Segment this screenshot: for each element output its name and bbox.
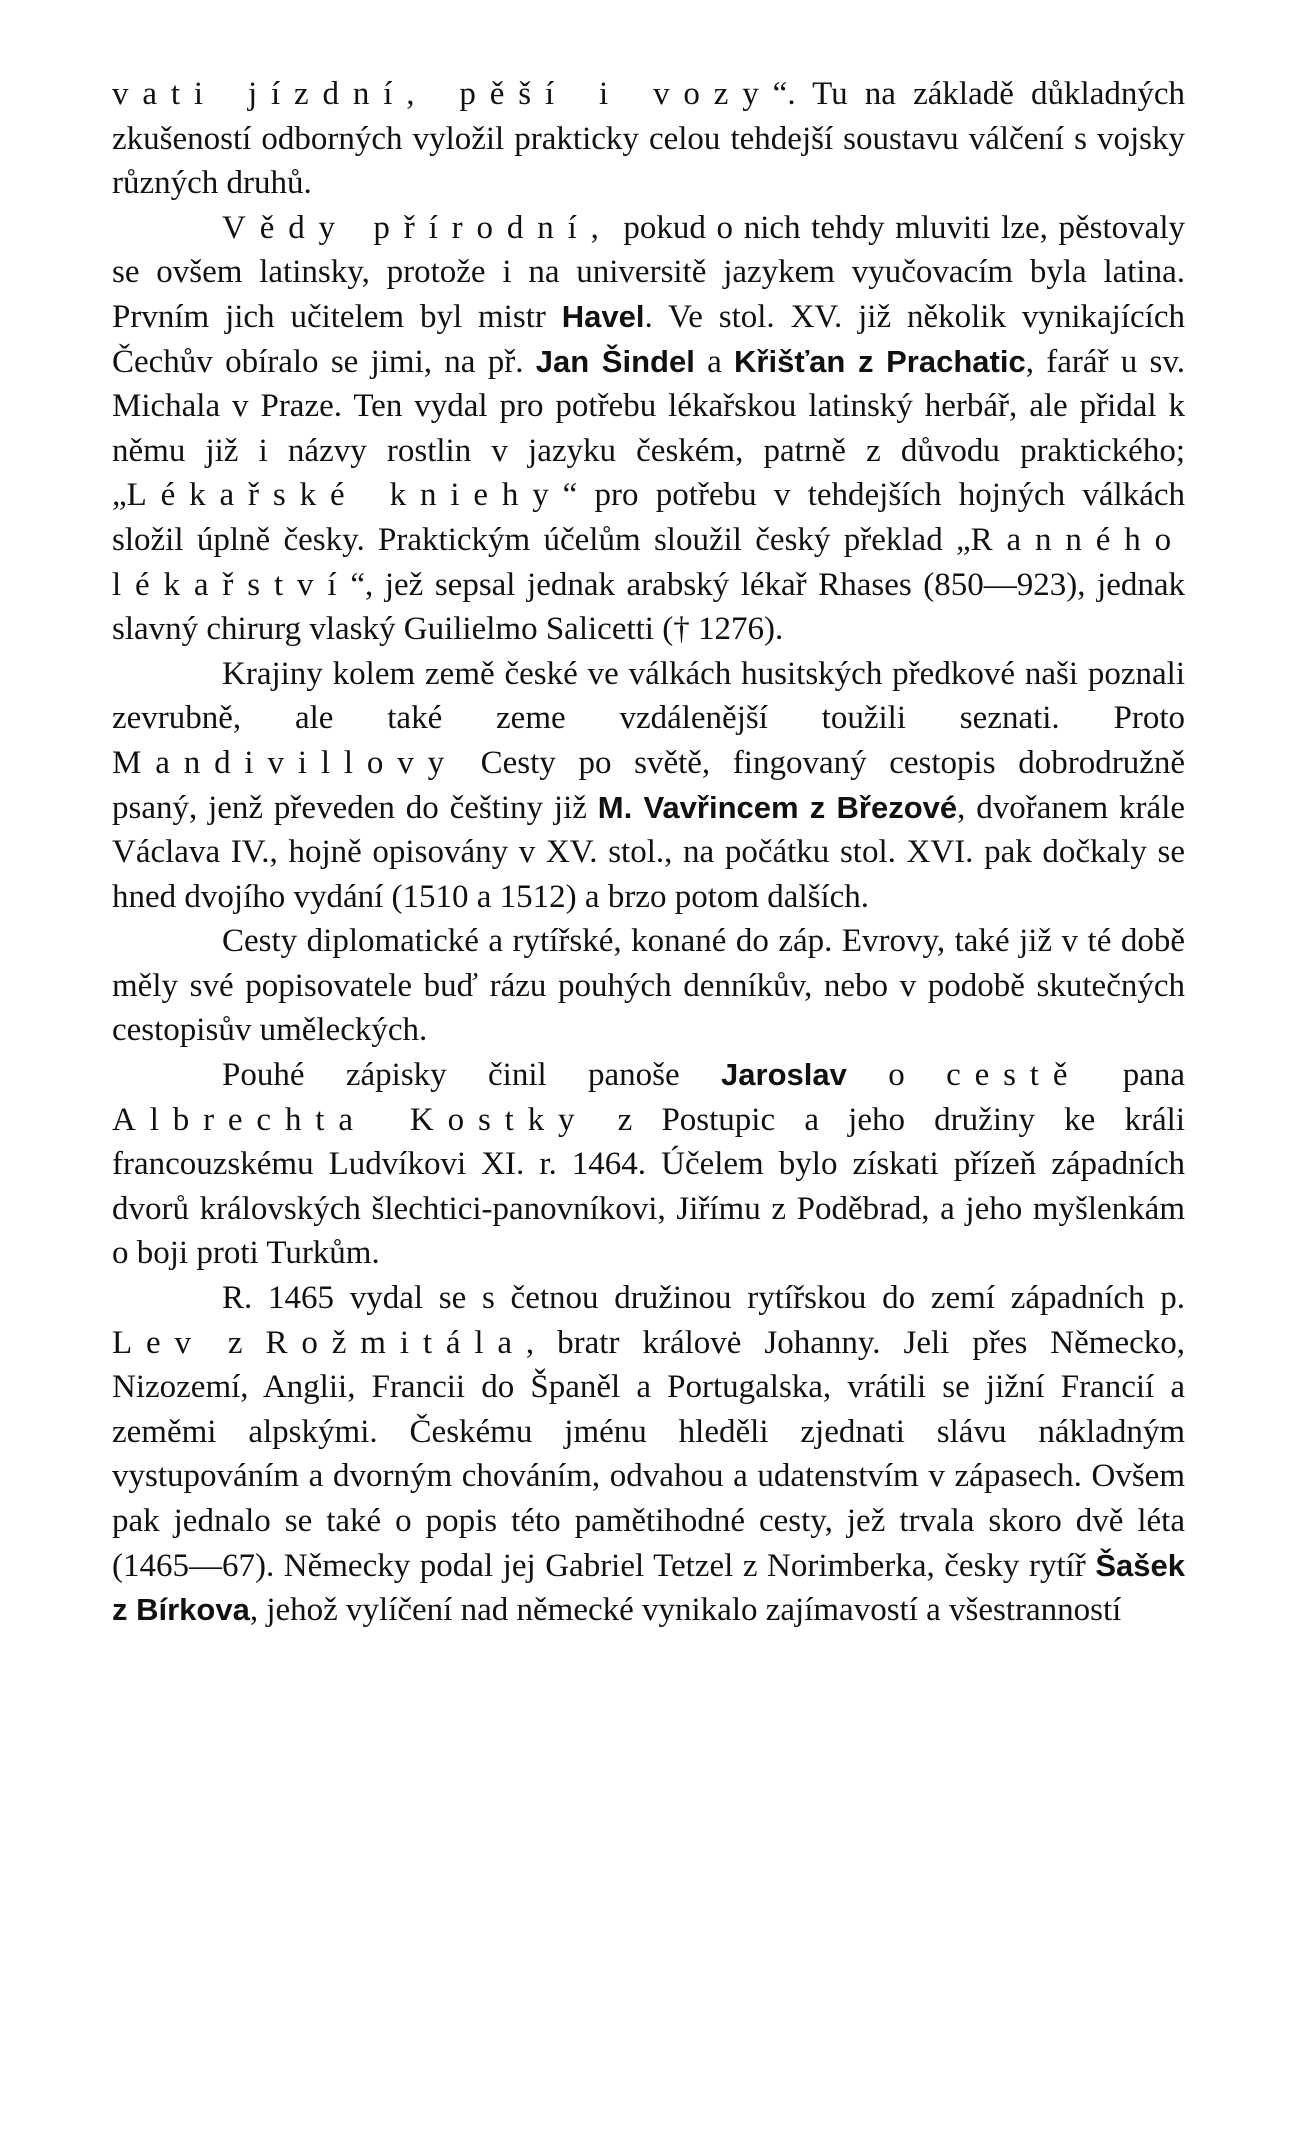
spaced-term: cestě xyxy=(946,1057,1082,1094)
bold-term: Jan Šindel xyxy=(535,343,695,379)
bold-term: Křišťan z Prachatic xyxy=(734,343,1026,379)
text-run: Krajiny kolem země české ve válkách husitských předkové naši poznali zevrubně, ale také zeme vzdálenější toužili seznati. Proto xyxy=(112,655,1185,737)
text-run: R. 1465 vydal se s četnou družinou rytířskou do zemí západních p. xyxy=(222,1280,1185,1317)
text-run: , bratr královė Johanny. Jeli přes Německo, Nizozemí, Anglii, Francii do Španěl a Portugalska, vrátili se jižní Francií a zeměmi alpskými. Českému jménu hleděli zjednati slávu nákladným vystupováním a dvorným chováním, odvahou a udatenstvím v zápasech. Ovšem pak jednalo se také o popis této pamětihodné cesty, jež trvala skoro dvě léta (1465—67). Německy podal jej Gabriel Tetzel z Norimberka, česky rytíř xyxy=(112,1324,1185,1584)
text-run: “, jež sepsal jednak arabský lékař Rhases (850—923), jednak slavný chirurg vlaský Guilielmo Salicetti († 1276). xyxy=(112,566,1185,648)
text-run: Pouhé zápisky činil panoše xyxy=(222,1057,722,1094)
text-run: pana xyxy=(1081,1057,1185,1094)
paragraph xyxy=(112,919,1185,1053)
paragraph xyxy=(112,72,1185,206)
paragraph xyxy=(112,1053,1185,1276)
bold-term: Havel xyxy=(561,298,645,334)
text-run: a xyxy=(694,343,735,380)
text-run: “. Tu na základě důkladných zkušeností odborných vyložil prakticky celou tehdejší soustavu válčení s vojsky různých druhů. xyxy=(112,76,1185,202)
spaced-term: Ranného lékařství xyxy=(112,521,1185,603)
text-run: . Ve stol. XV. již několik vynikajících Čechův obíralo se jimi, na př. xyxy=(112,298,1185,380)
spaced-term: Lev xyxy=(112,1324,205,1361)
bold-term: Jaroslav xyxy=(721,1057,847,1093)
book-page xyxy=(112,72,1185,1633)
text-run: pokud o nich tehdy mluviti lze, pěstovaly se ovšem latinsky, protože i na universitě jazykem vyučovacím byla latina. Prvním jich učitelem byl mistr xyxy=(112,209,1185,335)
spaced-term: Vědy přírodní, xyxy=(222,209,613,246)
text-run: , farář u sv. Michala v Praze. Ten vydal pro potřebu lékařskou latinský herbář, ale přidal k němu již i názvy rostlin v jazyku českém, patrně z důvodu praktického; „ xyxy=(112,343,1185,514)
spaced-term: Mandivillovy xyxy=(112,744,458,781)
text-run: o xyxy=(846,1057,947,1094)
text-run: Cesty diplomatické a rytířské, konané do záp. Evrovy, také již v té době měly své popisovatele buď rázu pouhých denníkův, nebo v podobě skutečných cestopisův uměleckých. xyxy=(112,923,1185,1049)
text-run: “ pro potřebu v tehdejších hojných válkách složil úplně česky. Praktickým účelům sloužil český překlad „ xyxy=(112,477,1185,558)
text-run: , jehož vylíčení nad německé vynikalo zajímavostí a všestranností xyxy=(249,1592,1122,1629)
text-run: Cesty po světě, fingovaný cestopis dobrodružně psaný, jenž převeden do češtiny již xyxy=(112,744,1185,826)
paragraph xyxy=(112,652,1185,920)
spaced-term: Lékařské kniehy xyxy=(126,477,563,514)
spaced-term: Rožmitála xyxy=(265,1324,526,1361)
spaced-term: Albrechta Kostky xyxy=(112,1101,589,1138)
spaced-term: vati jízdní, pěší i vozy xyxy=(112,76,773,112)
paragraph xyxy=(112,1276,1185,1633)
bold-term: Šašek z Bírkova xyxy=(112,1547,1185,1628)
bold-term: M. Vavřincem z Březové xyxy=(597,789,958,825)
text-run: z xyxy=(204,1324,266,1361)
text-run: z Postupic a jeho družiny ke králi francouzskému Ludvíkovi XI. r. 1464. Účelem bylo získati přízeň západních dvorů královských šlechtici-panovníkovi, Jiřímu z Poděbrad, a jeho myšlenkám o boji proti Turkům. xyxy=(112,1101,1186,1272)
paragraph xyxy=(112,206,1185,652)
text-run: , dvořanem krále Václava IV., hojně opisovány v XV. stol., na počátku stol. XVI. pak dočkaly se hned dvojího vydání (1510 a 1512) a brzo potom dalších. xyxy=(112,789,1186,915)
